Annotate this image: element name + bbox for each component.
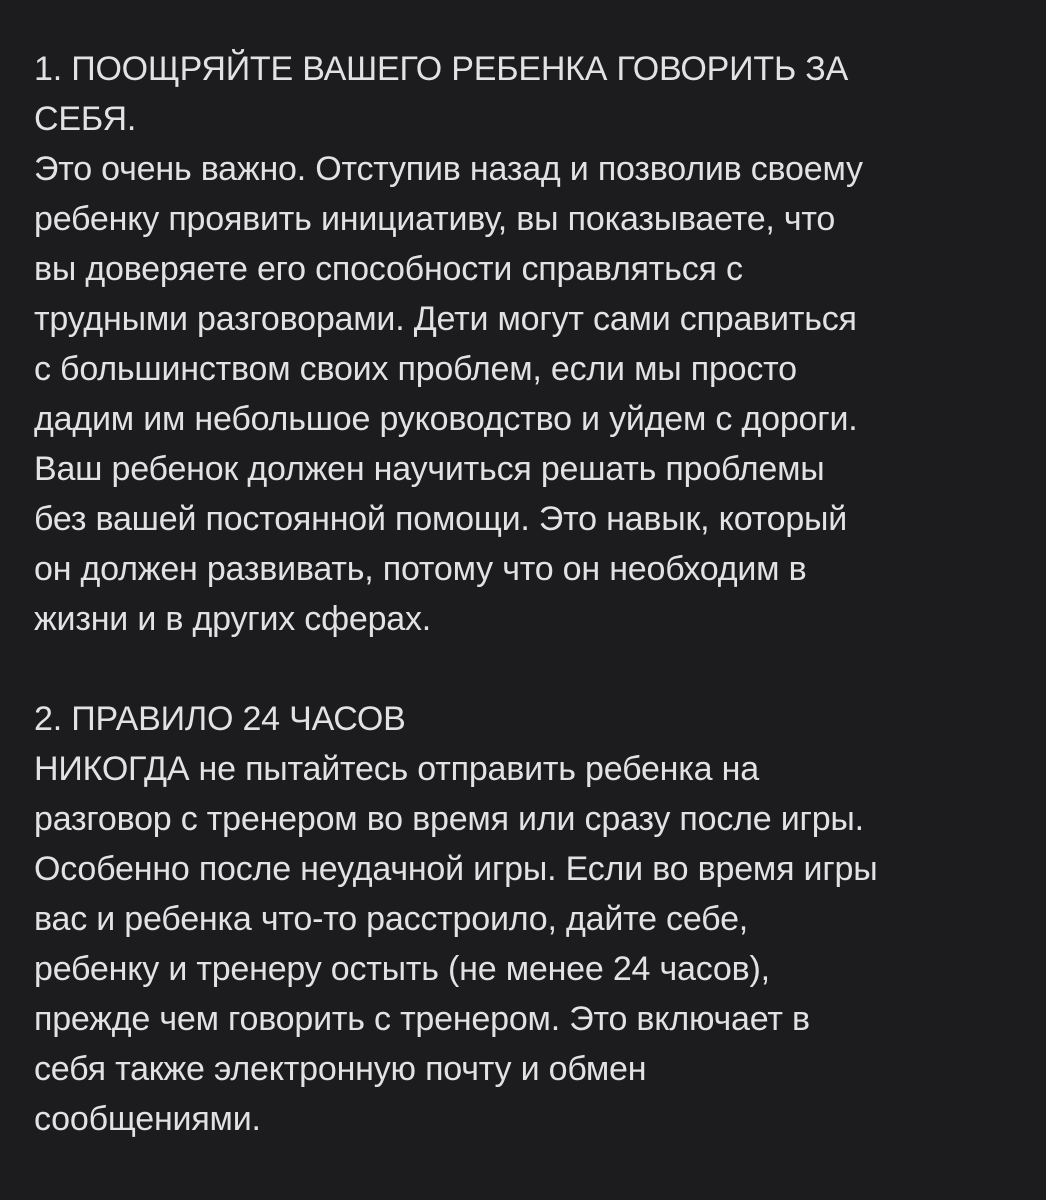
paragraph-line: сообщениями. bbox=[34, 1100, 261, 1138]
paragraph-line: Ваш ребенок должен научиться решать проблемы bbox=[34, 450, 825, 488]
section-1 bbox=[34, 44, 1026, 644]
paragraph-line: без вашей постоянной помощи. Это навык, который bbox=[34, 500, 848, 538]
paragraph-line: вы доверяете его способности справляться с bbox=[34, 250, 743, 288]
paragraph-line: себя также электронную почту и обмен bbox=[34, 1050, 647, 1088]
paragraph-line: разговор с тренером во время или сразу после игры. bbox=[34, 800, 864, 838]
section-divider bbox=[34, 644, 1026, 694]
paragraph-line: прежде чем говорить с тренером. Это включает в bbox=[34, 1000, 810, 1038]
section-heading-line: СЕБЯ. bbox=[34, 100, 137, 138]
paragraph-line: Особенно после неудачной игры. Если во время игры bbox=[34, 850, 878, 888]
paragraph-line: он должен развивать, потому что он необходим в bbox=[34, 550, 807, 588]
section-2 bbox=[34, 694, 1026, 1144]
paragraph-line: трудными разговорами. Дети могут сами справиться bbox=[34, 300, 857, 338]
section-heading-line: 1. ПООЩРЯЙТЕ ВАШЕГО РЕБЕНКА ГОВОРИТЬ ЗА bbox=[34, 50, 849, 88]
paragraph-line: Это очень важно. Отступив назад и позволив своему bbox=[34, 150, 863, 188]
paragraph-line: дадим им небольшое руководство и уйдем с дороги. bbox=[34, 400, 858, 438]
paragraph-line: ребенку проявить инициативу, вы показываете, что bbox=[34, 200, 836, 238]
paragraph-line: жизни и в других сферах. bbox=[34, 600, 432, 638]
section-heading-line: 2. ПРАВИЛО 24 ЧАСОВ bbox=[34, 700, 406, 738]
paragraph-line: НИКОГДА не пытайтесь отправить ребенка на bbox=[34, 750, 759, 788]
paragraph-line: вас и ребенка что-то расстроило, дайте себе, bbox=[34, 900, 749, 938]
paragraph-line: с большинством своих проблем, если мы просто bbox=[34, 350, 797, 388]
paragraph-line: ребенку и тренеру остыть (не менее 24 часов), bbox=[34, 950, 770, 988]
